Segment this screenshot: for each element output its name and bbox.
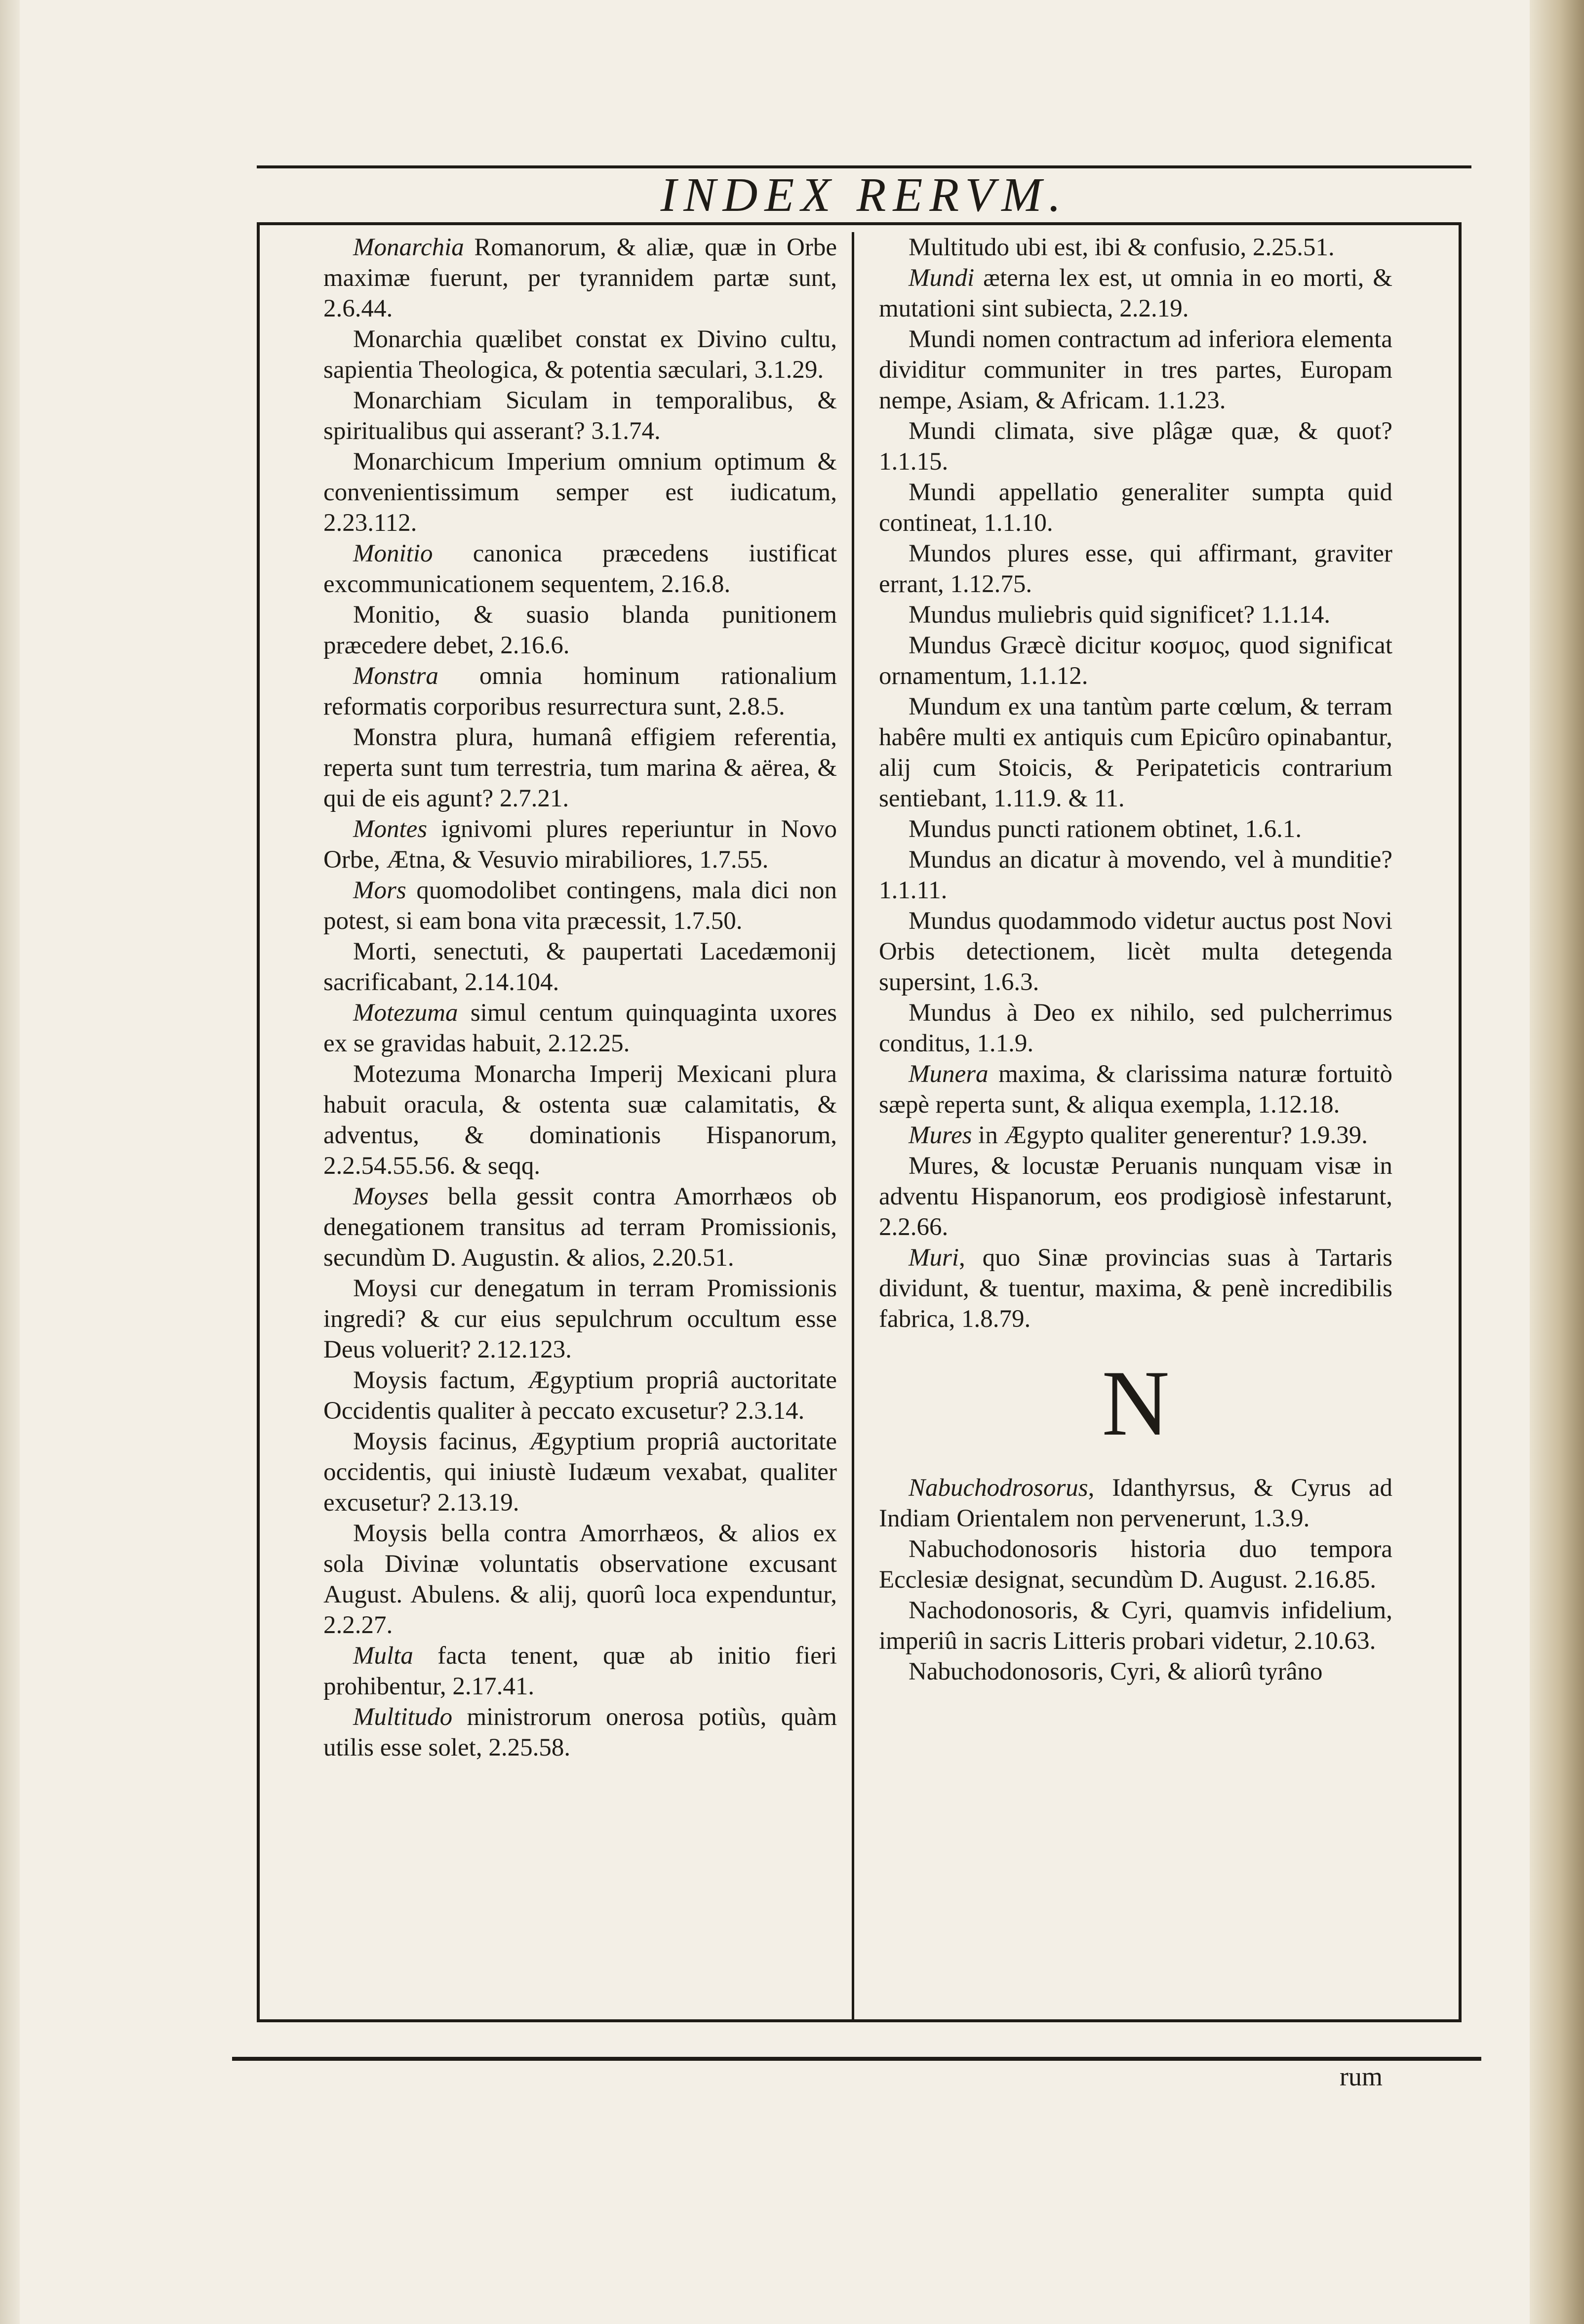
index-entry xyxy=(879,998,1392,1059)
page-edge-right xyxy=(1530,0,1584,2324)
column-divider xyxy=(852,232,854,2020)
entry-text: bella gessit contra Amorrhæos ob denegationem transitus ad terram Promissionis, secundùm D. Augustin. & alios, 2.20.51. xyxy=(323,1183,837,1272)
entry-text: , quo Sinæ provincias suas à Tartaris dividunt, & tuentur, maxima, & penè incredibilis fabrica, 1.8.79. xyxy=(879,1244,1392,1333)
index-entry xyxy=(323,324,837,385)
index-entry xyxy=(879,1059,1392,1120)
entry-lead-word: Monitio xyxy=(353,540,433,567)
entry-text: , Idanthyrsus, & Cyrus ad Indiam Orientalem non pervenerunt, 1.3.9. xyxy=(879,1474,1392,1532)
page-edge-left xyxy=(0,0,20,2324)
index-entry xyxy=(323,1365,837,1426)
entry-lead-word: Mundi xyxy=(909,264,975,292)
entry-text: Mundi appellatio generaliter sumpta quid contineat, 1.1.10. xyxy=(879,479,1392,537)
entry-text: canonica præcedens iustificat excommunicationem sequentem, 2.16.8. xyxy=(323,540,837,598)
index-entry xyxy=(323,538,837,600)
entry-lead-word: Nabuchodrosorus xyxy=(909,1474,1088,1502)
right-column-m-entries xyxy=(879,232,1392,1334)
index-entry xyxy=(323,600,837,661)
entry-text: Mundi climata, sive plâgæ quæ, & quot? 1.1.15. xyxy=(879,417,1392,476)
entry-text: Moysis factum, Ægyptium propriâ auctoritate Occidentis qualiter à peccato excusetur? 2.3.14. xyxy=(323,1366,837,1425)
entry-lead-word: Muri xyxy=(909,1244,959,1272)
index-entry xyxy=(323,1702,837,1763)
index-entry xyxy=(879,1242,1392,1334)
index-entry xyxy=(323,232,837,324)
entry-text: Moysis bella contra Amorrhæos, & alios ex sola Divinæ voluntatis observatione excusant August. Abulens. & alij, quorû loca expenduntur, 2.2.27. xyxy=(323,1520,837,1639)
index-entry xyxy=(879,232,1392,263)
running-head: INDEX RERVM. xyxy=(660,168,1068,222)
entry-text: ignivomi plures reperiuntur in Novo Orbe, Ætna, & Vesuvio mirabiliores, 1.7.55. xyxy=(323,815,837,874)
index-entry xyxy=(323,1641,837,1702)
entry-lead-word: Monstra xyxy=(353,662,438,690)
index-entry xyxy=(879,844,1392,906)
entry-lead-word: Multitudo xyxy=(353,1703,453,1731)
index-entry xyxy=(323,1181,837,1273)
left-column xyxy=(323,232,837,1975)
entry-lead-word: Mors xyxy=(353,877,406,904)
index-entry xyxy=(879,1656,1392,1687)
index-entry xyxy=(879,630,1392,691)
entry-text: in Ægypto qualiter generentur? 1.9.39. xyxy=(972,1122,1368,1149)
index-entry xyxy=(323,661,837,722)
entry-text: Mundos plures esse, qui affirmant, graviter errant, 1.12.75. xyxy=(879,540,1392,598)
entry-text: Motezuma Monarcha Imperij Mexicani plura habuit oracula, & ostenta suæ calamitatis, & adventus, & dominationis Hispanorum, 2.2.54.55.56. & seqq. xyxy=(323,1060,837,1180)
entry-text: Monarchia quælibet constat ex Divino cultu, sapientia Theologica, & potentia sæculari, 3.1.29. xyxy=(323,325,837,384)
entry-lead-word: Mures xyxy=(909,1122,972,1149)
right-column xyxy=(879,232,1392,1975)
entry-text: Monitio, & suasio blanda punitionem præcedere debet, 2.16.6. xyxy=(323,601,837,659)
index-entry xyxy=(879,1534,1392,1595)
entry-text: Monarchicum Imperium omnium optimum & convenientissimum semper est iudicatum, 2.23.112. xyxy=(323,448,837,537)
index-entry xyxy=(323,1273,837,1365)
entry-text: Mundus an dicatur à movendo, vel à munditie? 1.1.11. xyxy=(879,846,1392,904)
index-entry xyxy=(879,1120,1392,1151)
entry-lead-word: Montes xyxy=(353,815,428,843)
index-entry xyxy=(323,1426,837,1518)
index-entry xyxy=(323,722,837,814)
right-column-n-entries xyxy=(879,1473,1392,1687)
entry-lead-word: Moyses xyxy=(353,1183,429,1210)
entry-text: Mundus muliebris quid significet? 1.1.14. xyxy=(909,601,1331,629)
index-entry xyxy=(879,600,1392,630)
index-entry xyxy=(879,477,1392,538)
index-entry xyxy=(879,324,1392,416)
entry-text: Romanorum, & aliæ, quæ in Orbe maximæ fuerunt, per tyrannidem partæ sunt, 2.6.44. xyxy=(323,234,837,322)
index-entry xyxy=(323,814,837,875)
entry-text: quomodolibet contingens, mala dici non potest, si eam bona vita præcessit, 1.7.50. xyxy=(323,877,837,935)
entry-text: Mundus à Deo ex nihilo, sed pulcherrimus conditus, 1.1.9. xyxy=(879,999,1392,1057)
entry-text: Monarchiam Siculam in temporalibus, & spiritualibus qui asserant? 3.1.74. xyxy=(323,387,837,445)
entry-text: Morti, senectuti, & paupertati Lacedæmonij sacrificabant, 2.14.104. xyxy=(323,938,837,996)
index-entry xyxy=(879,263,1392,324)
entry-text: æterna lex est, ut omnia in eo morti, & mutationi sint subiecta, 2.2.19. xyxy=(879,264,1392,322)
entry-text: Nachodonosoris, & Cyri, quamvis infidelium, imperiû in sacris Litteris probari videtur, 2.10.63. xyxy=(879,1597,1392,1655)
index-entry xyxy=(879,814,1392,844)
entry-text: facta tenent, quæ ab initio fieri prohibentur, 2.17.41. xyxy=(323,1642,837,1700)
index-entry xyxy=(879,906,1392,998)
entry-text: maxima, & clarissima naturæ fortuitò sæpè reperta sunt, & aliqua exempla, 1.12.18. xyxy=(879,1060,1392,1119)
index-entry xyxy=(323,446,837,538)
entry-lead-word: Monarchia xyxy=(353,234,464,261)
entry-lead-word: Multa xyxy=(353,1642,413,1670)
index-entry xyxy=(323,1518,837,1641)
entry-text: Moysi cur denegatum in terram Promissionis ingredi? & cur eius sepulchrum occultum esse Deus voluerit? 2.12.123. xyxy=(323,1275,837,1363)
index-entry xyxy=(323,936,837,998)
index-entry xyxy=(879,691,1392,814)
entry-lead-word: Munera xyxy=(909,1060,989,1088)
index-entry xyxy=(879,538,1392,600)
entry-text: Mundus quodammodo videtur auctus post Novi Orbis detectionem, licèt multa detegenda supersint, 1.6.3. xyxy=(879,907,1392,996)
index-entry xyxy=(323,998,837,1059)
index-entry xyxy=(879,1473,1392,1534)
entry-text: simul centum quinquaginta uxores ex se gravidas habuit, 2.12.25. xyxy=(323,999,837,1057)
entry-lead-word: Motezuma xyxy=(353,999,458,1027)
index-entry xyxy=(879,1595,1392,1656)
entry-text: Nabuchodonosoris historia duo tempora Ecclesiæ designat, secundùm D. August. 2.16.85. xyxy=(879,1535,1392,1594)
entry-text: omnia hominum rationalium reformatis corporibus resurrectura sunt, 2.8.5. xyxy=(323,662,837,721)
catchword: rum xyxy=(1340,2062,1383,2091)
entry-text: Mundus Græcè dicitur κοσμος, quod significat ornamentum, 1.1.12. xyxy=(879,632,1392,690)
entry-text: Monstra plura, humanâ effigiem referentia, reperta sunt tum terrestria, tum marina & aërea, & qui de eis agunt? 2.7.21. xyxy=(323,723,837,812)
entry-text: Mundi nomen contractum ad inferiora elementa dividitur communiter in tres partes, Europam nempe, Asiam, & Africam. 1.1.23. xyxy=(879,325,1392,414)
index-entry xyxy=(323,1059,837,1181)
entry-text: ministrorum onerosa potiùs, quàm utilis esse solet, 2.25.58. xyxy=(323,1703,837,1762)
section-letter-heading: N xyxy=(1102,1352,1170,1455)
index-entry xyxy=(879,416,1392,477)
entry-text: Mures, & locustæ Peruanis nunquam visæ in adventu Hispanorum, eos prodigiosè infestarunt, 2.2.66. xyxy=(879,1152,1392,1241)
entry-text: Nabuchodonosoris, Cyri, & aliorû tyrâno xyxy=(909,1658,1323,1685)
entry-text: Moysis facinus, Ægyptium propriâ auctoritate occidentis, qui iniustè Iudæum vexabat, qualiter excusetur? 2.13.19. xyxy=(323,1428,837,1517)
index-entry xyxy=(323,875,837,936)
entry-text: Multitudo ubi est, ibi & confusio, 2.25.51. xyxy=(909,234,1335,261)
entry-text: Mundus puncti rationem obtinet, 1.6.1. xyxy=(909,815,1302,843)
index-entry xyxy=(879,1151,1392,1242)
entry-text: Mundum ex una tantùm parte cœlum, & terram habêre multi ex antiquis cum Epicûro opinabantur, alij cum Stoicis, & Peripateticis contrarium sentiebant, 1.11.9. & 11. xyxy=(879,693,1392,812)
index-entry xyxy=(323,385,837,446)
